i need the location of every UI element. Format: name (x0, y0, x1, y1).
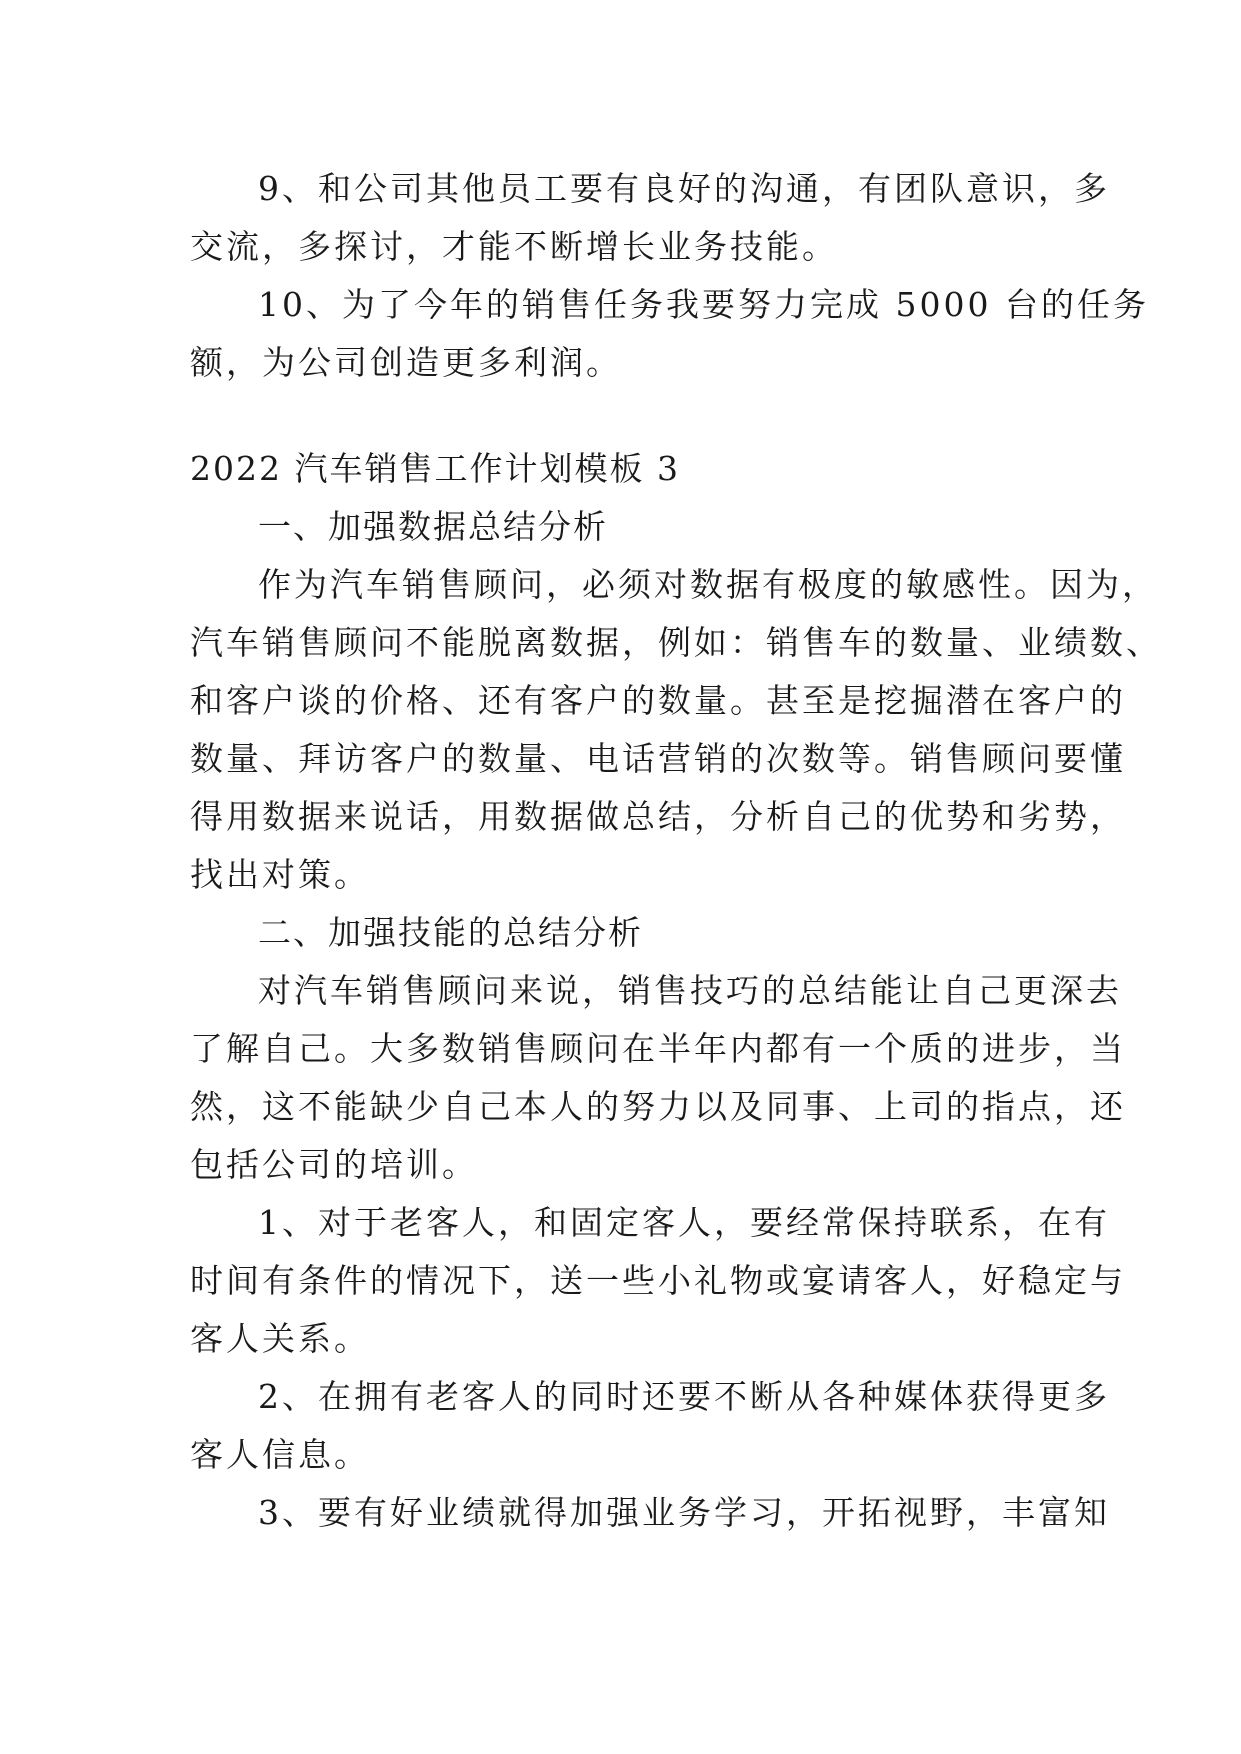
paragraph-skill-analysis (190, 962, 1126, 1194)
text-line: 额，为公司创造更多利润。 (190, 343, 622, 382)
document-page (190, 160, 1162, 1542)
text-line: 包括公司的培训。 (190, 1145, 478, 1184)
text-line: 时间有条件的情况下，送一些小礼物或宴请客人，好稳定与 (190, 1261, 1126, 1300)
paragraph-item-9 (190, 160, 1110, 276)
text-line: 3、要有好业绩就得加强业务学习，开拓视野，丰富知 (258, 1493, 1110, 1532)
text-line: 作为汽车销售顾问，必须对数据有极度的敏感性。因为， (258, 565, 1158, 604)
text-line: 客人信息。 (190, 1435, 370, 1474)
text-line: 找出对策。 (190, 855, 370, 894)
text-line: 9、和公司其他员工要有良好的沟通，有团队意识，多 (258, 169, 1110, 208)
text-line: 客人关系。 (190, 1319, 370, 1358)
text-line: 交流，多探讨，才能不断增长业务技能。 (190, 227, 838, 266)
paragraph-item-2 (190, 1368, 1110, 1484)
text-line: 对汽车销售顾问来说，销售技巧的总结能让自己更深去 (258, 971, 1122, 1010)
text-line: 得用数据来说话，用数据做总结，分析自己的优势和劣势， (190, 797, 1126, 836)
text-line: 10、为了今年的销售任务我要努力完成 5000 台的任务 (258, 285, 1149, 324)
paragraph-item-3 (190, 1484, 1110, 1542)
text-line: 1、对于老客人，和固定客人，要经常保持联系，在有 (258, 1203, 1110, 1242)
paragraph-item-1 (190, 1194, 1126, 1368)
text-line: 和客户谈的价格、还有客户的数量。甚至是挖掘潜在客户的 (190, 681, 1126, 720)
text-line: 2、在拥有老客人的同时还要不断从各种媒体获得更多 (258, 1377, 1110, 1416)
text-line: 然，这不能缺少自己本人的努力以及同事、上司的指点，还 (190, 1087, 1126, 1126)
section-title: 2022 汽车销售工作计划模板 3 (190, 449, 680, 488)
section-heading-1: 一、加强数据总结分析 (258, 507, 608, 546)
text-line: 汽车销售顾问不能脱离数据，例如：销售车的数量、业绩数、 (190, 623, 1162, 662)
text-line: 数量、拜访客户的数量、电话营销的次数等。销售顾问要懂 (190, 739, 1126, 778)
text-line: 了解自己。大多数销售顾问在半年内都有一个质的进步，当 (190, 1029, 1126, 1068)
section-heading-2: 二、加强技能的总结分析 (258, 913, 643, 952)
paragraph-item-10 (190, 276, 1149, 392)
paragraph-data-analysis (190, 556, 1162, 904)
